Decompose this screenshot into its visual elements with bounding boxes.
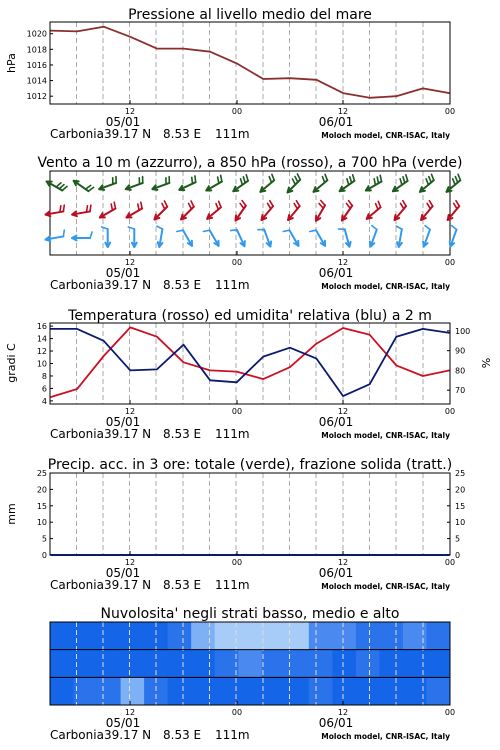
cloud-cell: [215, 677, 239, 705]
wind-head: [450, 242, 451, 247]
pressure-line: [51, 27, 450, 98]
clouds-xtick-label: 12: [337, 708, 349, 717]
wind-barb: [347, 179, 349, 185]
wind-barb: [191, 201, 194, 207]
wind-arrow: [393, 175, 408, 191]
wind-barb: [319, 204, 323, 209]
pressure-yaxis: [27, 30, 53, 101]
wind-arrow: [283, 230, 298, 246]
wind-barb: [164, 201, 167, 207]
wind-arrow: [231, 230, 245, 246]
temperature-time-axis: [50, 400, 455, 441]
wind-date-label: 06/01: [318, 266, 354, 280]
precip-ytick-label: 5: [41, 534, 47, 544]
precip-grid: [77, 473, 424, 555]
wind-barb: [403, 177, 405, 183]
pressure-xtick-label: 12: [337, 107, 349, 116]
wind-barb: [322, 177, 324, 183]
temperature-ytick-label: 16: [36, 322, 47, 332]
cloud-cell: [74, 622, 98, 650]
wind-barb: [216, 204, 218, 210]
cloud-cell: [168, 650, 192, 678]
cloud-cell: [356, 650, 380, 678]
precip-date-label: 06/01: [318, 566, 354, 580]
wind-arrow: [396, 226, 402, 247]
precip-location-text: Carbonia: [50, 578, 104, 592]
wind-barb: [88, 187, 93, 191]
temperature-xtick-label: 00: [444, 407, 456, 416]
cloud-cell: [332, 650, 356, 678]
wind-barb: [406, 175, 408, 181]
wind-arrow: [206, 175, 222, 190]
cloud-cell: [215, 650, 239, 678]
cloud-cell: [191, 622, 215, 650]
humidity-line: [51, 329, 450, 396]
cloud-cell: [309, 622, 333, 650]
wind-barb: [86, 185, 91, 189]
precip-time-axis: [50, 551, 455, 592]
cloud-cell: [356, 677, 380, 705]
wind-barb: [141, 202, 142, 208]
wind-title: Vento a 10 m (azzurro), a 850 hPa (rosso), a 700 hPa (verde): [37, 155, 463, 171]
wind-arrow: [157, 226, 163, 247]
clouds-time-axis: [50, 701, 455, 742]
temperature-date-label: 06/01: [318, 415, 354, 429]
clouds-credit: Moloch model, CNR-ISAC, Italy: [321, 732, 450, 741]
wind-head: [370, 242, 371, 247]
wind-barb: [429, 201, 432, 206]
temperature-ylabel: gradi C: [5, 343, 18, 383]
wind-barb: [59, 185, 64, 189]
cloud-cell: [191, 677, 215, 705]
wind-head: [423, 242, 424, 247]
wind-arrow: [258, 230, 271, 247]
wind-arrow: [447, 174, 461, 191]
cloud-cell: [238, 622, 262, 650]
clouds-location-text: Carbonia: [50, 728, 104, 742]
pressure-location-text: 39.17 N: [104, 127, 152, 141]
cloud-cell: [285, 622, 309, 650]
wind-arrow: [46, 230, 65, 241]
cloud-cell: [309, 677, 333, 705]
wind-barb: [426, 179, 428, 185]
wind-barb: [192, 177, 193, 183]
wind-arrow: [72, 205, 91, 216]
wind-head: [342, 215, 343, 220]
clouds-title: Nuvolosita' negli strati basso, medio e alto: [100, 606, 400, 622]
cloud-cell: [379, 622, 403, 650]
temperature-xtick-label: 12: [124, 407, 136, 416]
clouds-location-text: 111m: [215, 728, 250, 742]
wind-head: [181, 215, 182, 220]
temperature-ytick-label: 90: [455, 346, 466, 356]
wind-arrow: [236, 201, 246, 221]
wind-arrow: [127, 202, 143, 217]
wind-barb: [374, 179, 375, 185]
cloud-cell: [74, 650, 98, 678]
wind-barb: [454, 203, 457, 208]
wind-arrow: [99, 177, 116, 190]
wind-barb: [431, 174, 433, 180]
wind-barb: [241, 179, 243, 185]
cloud-cell: [426, 622, 450, 650]
pressure-location-text: 8.53 E: [163, 127, 202, 141]
cloud-cells: [50, 622, 451, 705]
wind-barb: [242, 201, 246, 206]
temperature-xtick-label: 00: [231, 407, 243, 416]
wind-date-label: 05/01: [105, 266, 141, 280]
temperature-ytick-label: 12: [36, 347, 47, 357]
wind-barb: [452, 226, 457, 230]
wind-head: [421, 215, 422, 220]
wind-time-axis: [50, 251, 455, 292]
precip-xtick-label: 12: [124, 558, 136, 567]
pressure-title: Pressione al livello medio del mare: [128, 7, 372, 23]
wind-barb: [296, 201, 299, 206]
pressure-date-label: 06/01: [318, 115, 354, 129]
cloud-cell: [426, 650, 450, 678]
pressure-ytick-label: 1018: [26, 45, 47, 55]
cloud-cell: [168, 622, 192, 650]
pressure-xtick-label: 00: [444, 107, 456, 116]
precip-ylabel: mm: [5, 503, 18, 525]
cloud-cell: [285, 650, 309, 678]
wind-barb: [231, 230, 237, 231]
temperature-credit: Moloch model, CNR-ISAC, Italy: [321, 431, 450, 440]
temperature-ytick-label: 6: [41, 384, 47, 394]
clouds-date-label: 05/01: [105, 716, 141, 730]
clouds-date-label: 06/01: [318, 716, 354, 730]
wind-row-0: [47, 174, 461, 192]
wind-arrow: [367, 201, 381, 218]
temperature-right-ylabel: %: [480, 357, 493, 369]
wind-barb: [377, 177, 378, 183]
clouds-location-text: 8.53 E: [163, 728, 202, 742]
clouds-location-text: 39.17 N: [104, 728, 152, 742]
wind-barb: [270, 201, 273, 206]
wind-barb: [429, 177, 431, 183]
wind-arrow: [448, 201, 460, 220]
wind-barb: [240, 203, 244, 208]
wind-barb: [60, 206, 61, 212]
wind-barb: [219, 201, 221, 207]
pressure-ytick-label: 1012: [26, 92, 47, 102]
wind-credit: Moloch model, CNR-ISAC, Italy: [321, 282, 450, 291]
wind-barb: [425, 226, 430, 230]
wind-arrow: [46, 205, 65, 216]
wind-xtick-label: 12: [337, 258, 349, 267]
wind-arrow: [72, 232, 92, 240]
wind-barb: [401, 203, 404, 208]
pressure-credit: Moloch model, CNR-ISAC, Italy: [321, 131, 450, 140]
clouds-xtick-label: 00: [231, 708, 243, 717]
wind-barb: [218, 177, 219, 183]
wind-arrow: [152, 177, 169, 190]
pressure-ylabel: hPa: [5, 53, 18, 73]
precip-ytick-label: 0: [455, 551, 461, 560]
wind-barb: [177, 230, 183, 231]
wind-barb: [189, 203, 192, 209]
cloud-cell: [50, 650, 74, 678]
wind-barb: [157, 226, 163, 229]
wind-barb: [396, 226, 402, 229]
cloud-cell: [168, 677, 192, 705]
wind-barb: [243, 177, 245, 183]
wind-arrow: [179, 176, 195, 190]
wind-barb: [295, 176, 298, 182]
wind-arrow: [177, 230, 192, 246]
wind-barb: [221, 175, 222, 181]
wind-barb: [346, 203, 350, 208]
wind-barb: [195, 176, 196, 182]
cloud-cell: [74, 677, 98, 705]
wind-barb: [162, 203, 165, 209]
pressure-location-text: Carbonia: [50, 127, 104, 141]
precip-ytick-label: 25: [455, 469, 466, 478]
cloud-cell: [50, 622, 74, 650]
wind-barb: [350, 177, 352, 183]
pressure-line-group: [50, 27, 449, 98]
wind-xtick-label: 00: [231, 258, 243, 267]
wind-barb: [310, 230, 316, 231]
cloud-cell: [97, 622, 121, 650]
precip-ytick-label: 25: [36, 469, 47, 478]
wind-arrow: [370, 226, 377, 247]
pressure-date-label: 05/01: [105, 115, 141, 129]
wind-arrow: [420, 174, 434, 191]
cloud-cell: [379, 677, 403, 705]
temperature-ytick-label: 80: [455, 366, 466, 376]
cloud-cell: [191, 650, 215, 678]
precip-location-text: 111m: [215, 578, 250, 592]
wind-barb: [372, 226, 377, 230]
wind-head: [288, 215, 289, 220]
temperature-ytick-label: 10: [36, 359, 47, 369]
cloud-cell: [356, 622, 380, 650]
wind-barb: [353, 175, 355, 181]
cloud-cell: [262, 622, 286, 650]
wind-barb: [380, 175, 381, 181]
cloud-cell: [332, 622, 356, 650]
precip-ytick-label: 5: [455, 534, 461, 544]
wind-arrow: [366, 175, 382, 190]
pressure-xtick-label: 00: [231, 107, 243, 116]
wind-barb: [297, 174, 300, 180]
wind-location-text: Carbonia: [50, 278, 104, 292]
cloud-cell: [50, 677, 74, 705]
wind-barb: [56, 183, 61, 187]
cloud-cell: [121, 650, 145, 678]
temperature-location-text: 111m: [215, 427, 250, 441]
cloud-cell: [121, 622, 145, 650]
wind-arrow: [260, 174, 274, 191]
wind-barb: [268, 203, 271, 208]
wind-head: [74, 181, 79, 182]
pressure-frame: [50, 22, 450, 104]
wind-barb: [400, 179, 402, 185]
temperature-title: Temperatura (rosso) ed umidita' relativa (blu) a 2 m: [68, 308, 432, 324]
wind-arrow: [126, 177, 143, 190]
temperature-line: [51, 327, 450, 397]
wind-barb: [90, 205, 91, 211]
wind-head: [155, 215, 156, 220]
wind-barb: [456, 201, 459, 206]
wind-head: [448, 215, 449, 220]
wind-barb: [453, 179, 455, 185]
wind-arrow: [310, 230, 325, 246]
cloud-cell: [285, 677, 309, 705]
precip-ytick-label: 10: [36, 518, 47, 528]
wind-barb: [63, 230, 64, 236]
wind-barb: [292, 179, 295, 185]
precip-frame: [50, 473, 450, 555]
wind-row-1: [46, 200, 460, 220]
wind-arrow: [450, 226, 457, 247]
temperature-ytick-label: 14: [36, 334, 47, 344]
wind-xtick-label: 12: [124, 258, 136, 267]
wind-barb: [63, 205, 64, 211]
wind-arrow: [316, 200, 325, 220]
cloud-cell: [97, 650, 121, 678]
wind-head: [236, 215, 237, 220]
wind-barb: [138, 204, 139, 210]
wind-barb: [283, 230, 289, 231]
cloud-cell: [262, 650, 286, 678]
cloud-cell: [332, 677, 356, 705]
humidity-line-group: [50, 329, 449, 396]
wind-barb: [90, 232, 92, 238]
temperature-yaxis: [37, 322, 53, 406]
temperature-xtick-label: 12: [337, 407, 349, 416]
precip-date-label: 05/01: [105, 566, 141, 580]
wind-barb: [294, 203, 297, 208]
pressure-time-axis: [50, 100, 455, 141]
wind-barb: [62, 186, 67, 190]
wind-barb: [321, 200, 325, 205]
pressure-ytick-label: 1020: [26, 29, 47, 39]
cloud-cell: [309, 650, 333, 678]
precip-xtick-label: 12: [337, 558, 349, 567]
precip-ytick-label: 20: [36, 485, 47, 495]
wind-head: [288, 188, 289, 193]
cloud-cell: [215, 622, 239, 650]
pressure-grid: [77, 22, 424, 104]
wind-arrow: [340, 175, 355, 191]
cloud-cell: [426, 677, 450, 705]
temperature-ytick-label: 100: [455, 326, 471, 336]
wind-barb: [203, 230, 209, 231]
wind-barb: [427, 203, 430, 208]
precip-location-text: 8.53 E: [163, 578, 202, 592]
temperature-location-text: 8.53 E: [163, 427, 202, 441]
cloud-cell: [121, 677, 145, 705]
wind-location-text: 8.53 E: [163, 278, 202, 292]
wind-barb: [348, 201, 352, 206]
pressure-ytick-label: 1016: [26, 60, 47, 70]
temperature-location-text: 39.17 N: [104, 427, 152, 441]
wind-barb: [325, 174, 327, 180]
cloud-cell: [262, 677, 286, 705]
precip-location-text: 39.17 N: [104, 578, 152, 592]
wind-arrow: [338, 229, 350, 247]
precip-title: Precip. acc. in 3 ore: totale (verde), frazione solida (tratt.): [47, 457, 453, 473]
cloud-cell: [97, 677, 121, 705]
wind-arrow: [100, 202, 116, 217]
wind-barb: [111, 204, 112, 210]
wind-barb: [269, 177, 271, 183]
wind-barb: [458, 174, 460, 180]
precip-xtick-label: 00: [444, 558, 456, 567]
wind-head: [395, 215, 396, 220]
cloud-cell: [238, 677, 262, 705]
precip-ytick-label: 15: [36, 501, 47, 511]
wind-barb: [246, 175, 248, 181]
wind-arrow: [423, 226, 430, 247]
wind-head: [262, 215, 263, 220]
temperature-frame: [50, 323, 450, 404]
wind-location-text: 39.17 N: [104, 278, 152, 292]
pressure-xtick-label: 12: [124, 107, 136, 116]
cloud-cell: [379, 650, 403, 678]
wind-barb: [378, 201, 380, 207]
temperature-location-text: Carbonia: [50, 427, 104, 441]
wind-xtick-label: 00: [444, 258, 456, 267]
wind-row-2: [46, 226, 457, 247]
temperature-date-label: 05/01: [105, 415, 141, 429]
pressure-ytick-label: 1014: [26, 76, 47, 86]
temperature-ytick-label: 70: [455, 386, 466, 396]
clouds-xtick-label: 00: [444, 708, 456, 717]
precip-xtick-label: 00: [231, 558, 243, 567]
wind-arrow: [203, 230, 218, 246]
wind-location-text: 111m: [215, 278, 250, 292]
cloud-cell: [238, 650, 262, 678]
precip-ytick-label: 10: [455, 518, 466, 528]
wind-barb: [87, 206, 88, 212]
temperature-line-group: [50, 327, 449, 397]
temperature-ytick-label: 4: [41, 396, 47, 406]
wind-barb: [376, 204, 378, 210]
temperature-ytick-label: 8: [41, 371, 47, 381]
precip-ytick-label: 20: [455, 485, 466, 495]
wind-barb: [403, 201, 406, 206]
pressure-location-text: 111m: [215, 127, 250, 141]
precip-ytick-label: 15: [455, 501, 466, 511]
clouds-xtick-label: 12: [124, 708, 136, 717]
precip-credit: Moloch model, CNR-ISAC, Italy: [321, 582, 450, 591]
precip-yaxis: [37, 469, 53, 560]
wind-barb: [114, 202, 115, 208]
precip-ytick-label: 0: [41, 551, 47, 560]
wind-barb: [455, 177, 457, 183]
wind-barb: [272, 174, 274, 180]
